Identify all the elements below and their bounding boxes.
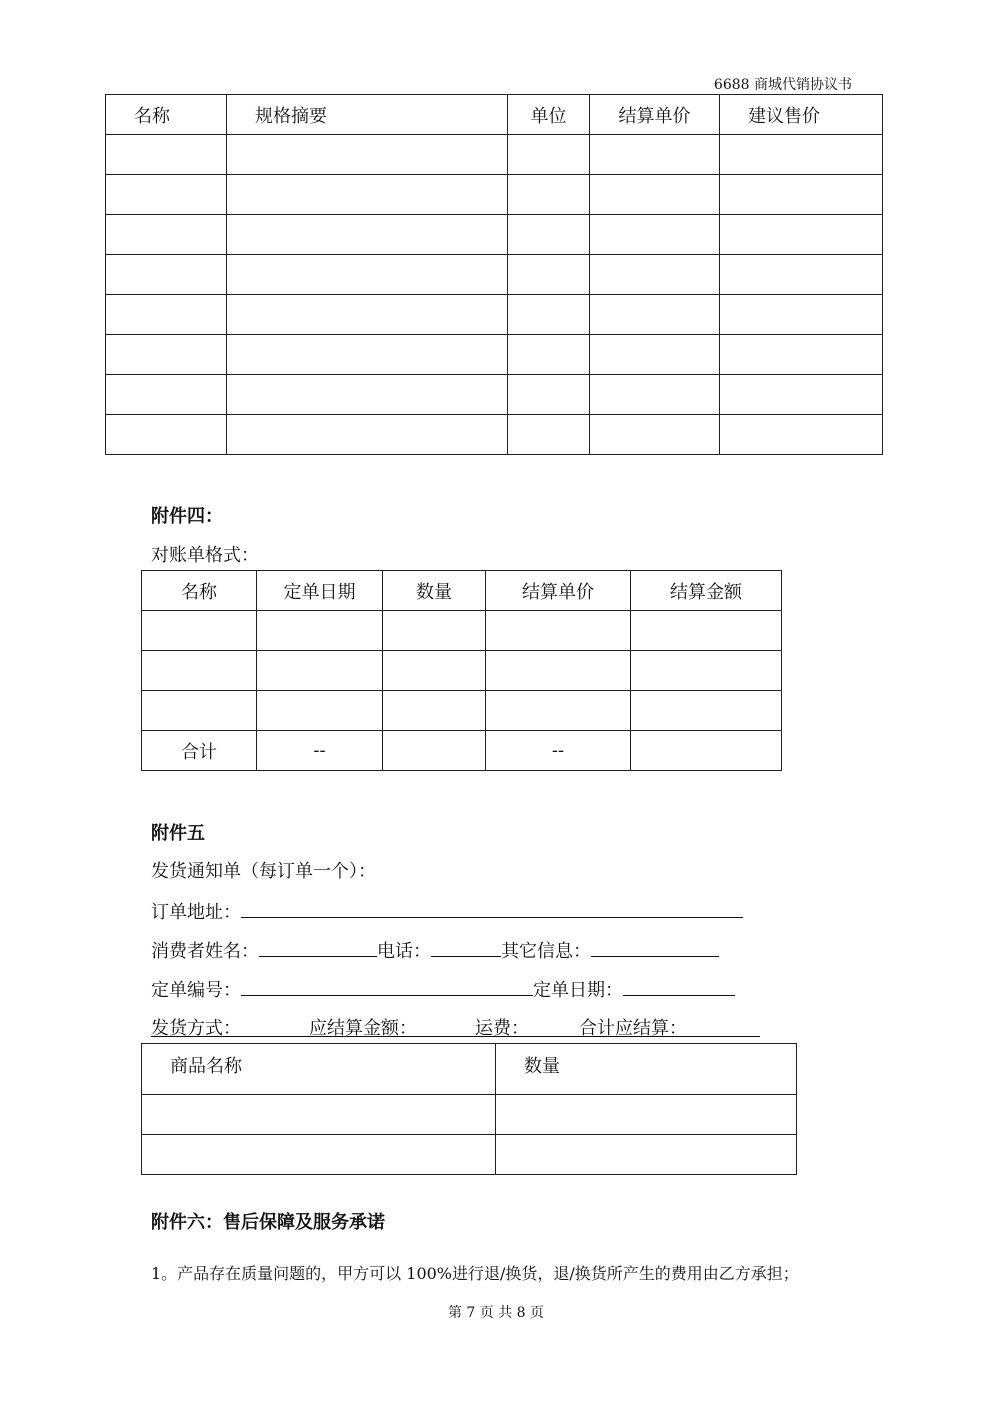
phone-field[interactable] (431, 936, 501, 957)
order-date-label: 定单日期： (533, 980, 623, 1001)
consumer-name-label: 消费者姓名： (151, 941, 259, 962)
page-footer: 第 7 页 共 8 页 (447, 1305, 545, 1321)
statement-table (141, 570, 782, 771)
freight-label: 运费： (475, 1018, 529, 1039)
col-header-unit: 单位 (508, 95, 590, 135)
shipping-line (151, 1014, 760, 1037)
other-info-field[interactable] (591, 936, 719, 957)
table-row (106, 375, 883, 415)
col-header-quantity: 数量 (383, 571, 486, 611)
consumer-name-field[interactable] (259, 936, 377, 957)
ship-method-label: 发货方式： (151, 1018, 241, 1039)
total-order-date: -- (257, 731, 383, 771)
total-settle-label: 合计应结算： (579, 1018, 687, 1039)
order-number-line (151, 975, 735, 1002)
order-address-label: 订单地址： (151, 902, 241, 923)
other-info-label: 其它信息： (501, 941, 591, 962)
appendix4-title: 附件四： (151, 506, 223, 527)
col-header-suggested-price: 建议售价 (720, 95, 883, 135)
col-header-product-name: 商品名称 (142, 1044, 496, 1095)
table-row (106, 335, 883, 375)
appendix6-title: 附件六：售后保障及服务承诺 (151, 1212, 385, 1233)
table-header-row (142, 1044, 797, 1095)
total-row (142, 731, 782, 771)
total-settle-price: -- (486, 731, 631, 771)
table-row (106, 295, 883, 335)
col-header-settle-price: 结算单价 (590, 95, 720, 135)
table-row (142, 1135, 797, 1175)
col-header-settle-price: 结算单价 (486, 571, 631, 611)
table-row (142, 611, 782, 651)
total-label: 合计 (142, 731, 257, 771)
order-address-line (151, 897, 743, 924)
product-spec-table (105, 94, 883, 455)
total-quantity (383, 731, 486, 771)
appendix5-subtitle: 发货通知单（每订单一个）： (151, 861, 376, 882)
document-header: 6688 商城代销协议书 (713, 77, 852, 93)
table-header-row (106, 95, 883, 135)
col-header-settle-amount: 结算金额 (631, 571, 782, 611)
order-address-field[interactable] (241, 897, 743, 918)
col-header-quantity: 数量 (496, 1044, 797, 1095)
appendix5-title: 附件五 (151, 823, 205, 844)
table-row (142, 1095, 797, 1135)
order-no-field[interactable] (241, 975, 533, 996)
col-header-name: 名称 (142, 571, 257, 611)
table-row (106, 135, 883, 175)
table-row (106, 175, 883, 215)
appendix4-subtitle: 对账单格式： (151, 545, 259, 566)
appendix6-item1: 1。产品存在质量问题的，甲方可以 100%进行退/换货，退/换货所产生的费用由乙方承担； (151, 1264, 799, 1283)
table-row (106, 255, 883, 295)
consumer-info-line (151, 936, 719, 963)
col-header-name: 名称 (106, 95, 227, 135)
order-no-label: 定单编号： (151, 980, 241, 1001)
table-row (106, 415, 883, 455)
table-row (106, 215, 883, 255)
order-date-field[interactable] (623, 975, 735, 996)
shipment-items-table (141, 1043, 797, 1175)
table-row (142, 651, 782, 691)
total-settle-amount (631, 731, 782, 771)
settle-amount-label: 应结算金额： (309, 1018, 417, 1039)
col-header-order-date: 定单日期 (257, 571, 383, 611)
table-header-row (142, 571, 782, 611)
table-row (142, 691, 782, 731)
col-header-spec: 规格摘要 (227, 95, 508, 135)
phone-label: 电话： (377, 941, 431, 962)
